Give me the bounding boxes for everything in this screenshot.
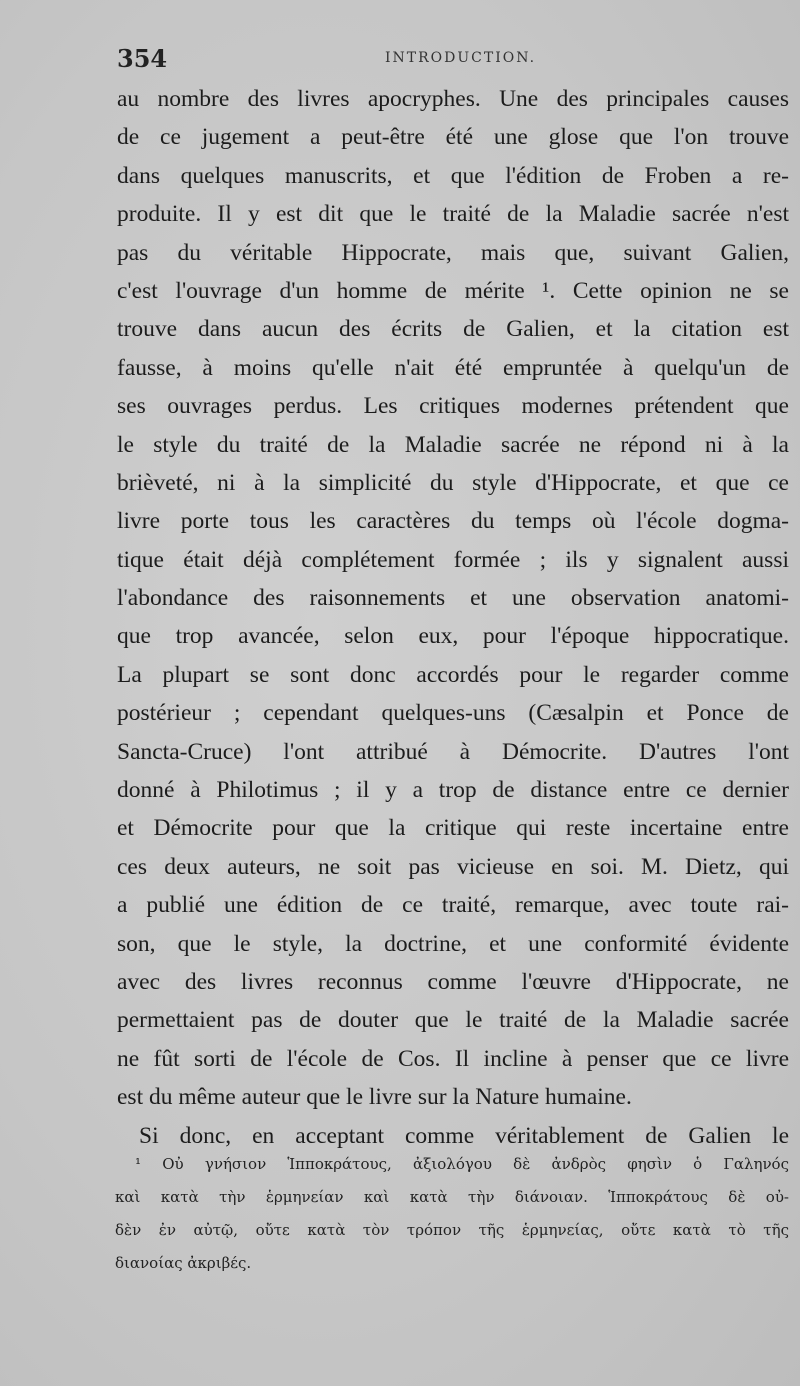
body-line: postérieur ; cependant quelques-uns (Cæsalpin et Ponce de [117,700,789,727]
body-line: brièveté, ni à la simplicité du style d'Hippocrate, et que ce [117,469,789,496]
body-line: Sancta-Cruce) l'ont attribué à Démocrite. D'autres l'ont [117,738,789,765]
body-line: livre porte tous les caractères du temps où l'école dogma- [117,508,789,535]
body-line: le style du traité de la Maladie sacrée ne répond ni à la [117,431,789,458]
body-line: son, que le style, la doctrine, et une conformité évidente [117,930,789,957]
footnote-line: ¹ Οὐ γνήσιον Ἱπποκράτους, ἀξιολόγου δὲ ἀνδρὸς φησὶν ὁ Γαληνός [135,1155,789,1173]
body-line: fausse, à moins qu'elle n'ait été empruntée à quelqu'un de [117,354,789,381]
footnote-block [115,1148,789,1280]
body-line: c'est l'ouvrage d'un homme de mérite ¹. Cette opinion ne se [117,277,789,304]
body-line: La plupart se sont donc accordés pour le regarder comme [117,661,789,688]
footnote-line: καὶ κατὰ τὴν ἑρμηνείαν καὶ κατὰ τὴν διάνοιαν. Ἱπποκράτους δὲ οὐ- [115,1188,789,1206]
body-line: que trop avancée, selon eux, pour l'époque hippocratique. [117,623,789,650]
body-line: ses ouvrages perdus. Les critiques modernes prétendent que [117,393,789,420]
body-line: au nombre des livres apocryphes. Une des principales causes [117,86,789,112]
body-line: permettaient pas de douter que le traité de la Maladie sacrée [117,1007,789,1034]
page-number: 354 [117,44,168,73]
body-line: donné à Philotimus ; il y a trop de distance entre ce dernier [117,777,789,804]
body-line: trouve dans aucun des écrits de Galien, et la citation est [117,316,789,343]
body-line: a publié une édition de ce traité, remarque, avec toute rai- [117,892,789,919]
body-line: dans quelques manuscrits, et que l'édition de Froben a re- [117,162,789,189]
running-title: INTRODUCTION. [385,50,537,66]
body-line: ces deux auteurs, ne soit pas vicieuse en soi. M. Dietz, qui [117,853,789,880]
body-line: Si donc, en acceptant comme véritablement de Galien le [139,1122,789,1149]
body-line: tique était déjà complétement formée ; ils y signalent aussi [117,546,789,573]
body-line: est du même auteur que le livre sur la Nature humaine. [117,1084,632,1111]
body-line: de ce jugement a peut-être été une glose que l'on trouve [117,124,789,151]
body-line: avec des livres reconnus comme l'œuvre d'Hippocrate, ne [117,968,789,995]
body-line: pas du véritable Hippocrate, mais que, suivant Galien, [117,239,789,266]
body-line: l'abondance des raisonnements et une observation anatomi- [117,585,789,612]
body-line: produite. Il y est dit que le traité de la Maladie sacrée n'est [117,201,789,228]
running-head [117,44,770,74]
footnote-line: δὲν ἐν αὐτῷ, οὔτε κατὰ τὸν τρόπον τῆς ἑρμηνείας, οὔτε κατὰ τὸ τῆς [115,1221,789,1239]
body-text [117,80,789,1155]
body-line: et Démocrite pour que la critique qui reste incertaine entre [117,815,789,842]
body-line: ne fût sorti de l'école de Cos. Il incline à penser que ce livre [117,1045,789,1072]
footnote-line: διανοίας ἀκριβές. [115,1254,252,1272]
